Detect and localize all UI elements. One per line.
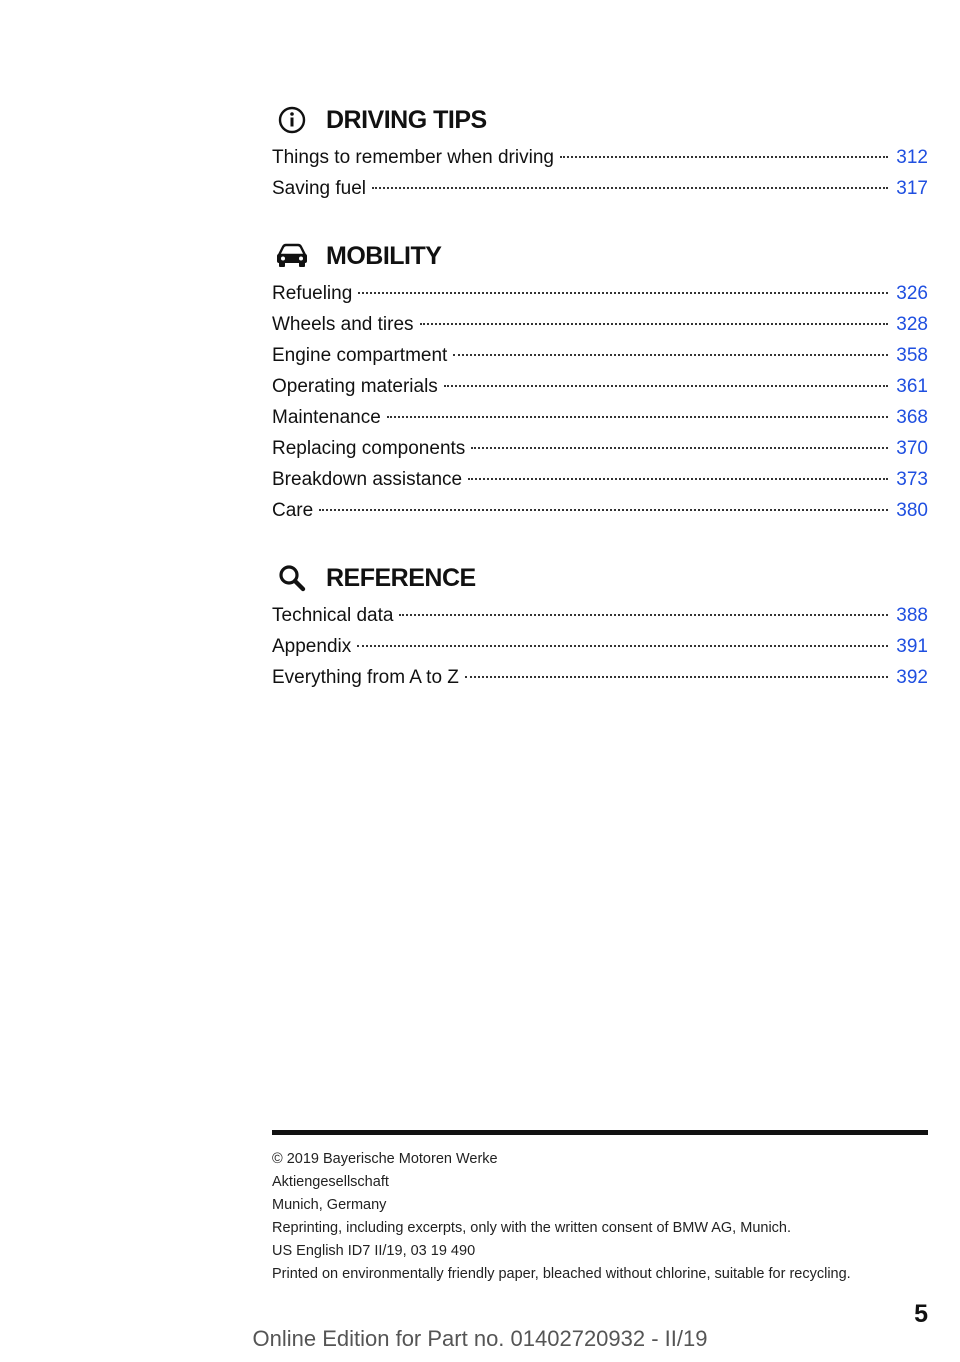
dot-leader	[444, 385, 888, 387]
dot-leader	[420, 323, 888, 325]
table-of-contents	[272, 98, 928, 723]
toc-section-driving-tips	[272, 98, 928, 204]
toc-entry[interactable]	[272, 371, 928, 402]
toc-entry-label: Things to remember when driving	[272, 147, 554, 168]
toc-entry[interactable]	[272, 278, 928, 309]
section-header	[272, 234, 928, 278]
toc-entry-label: Operating materials	[272, 376, 438, 397]
toc-entry-page-link[interactable]: 380	[896, 500, 928, 521]
page-number: 5	[914, 1300, 928, 1328]
toc-entry[interactable]	[272, 600, 928, 631]
dot-leader	[357, 645, 888, 647]
toc-entry-label: Breakdown assistance	[272, 469, 463, 490]
toc-section-reference	[272, 556, 928, 693]
toc-entry-page-link[interactable]: 373	[896, 469, 928, 490]
info-icon	[272, 100, 312, 140]
section-header	[272, 98, 928, 142]
section-title: DRIVING TIPS	[326, 105, 487, 134]
dot-leader	[387, 416, 888, 418]
toc-entry-label: Everything from A to Z	[272, 667, 459, 688]
imprint-line: Aktiengesellschaft	[272, 1174, 389, 1190]
toc-entry[interactable]	[272, 173, 928, 204]
toc-entry-label: Technical data	[272, 605, 394, 626]
toc-entry-page-link[interactable]: 388	[896, 605, 928, 626]
dot-leader	[560, 156, 888, 158]
toc-entry[interactable]	[272, 464, 928, 495]
toc-entry-page-link[interactable]: 358	[896, 345, 928, 366]
toc-entry-label: Replacing components	[272, 438, 466, 459]
imprint-line: © 2019 Bayerische Motoren Werke	[272, 1151, 498, 1167]
toc-entry-page-link[interactable]: 368	[896, 407, 928, 428]
toc-entry-label: Care	[272, 500, 314, 521]
toc-entry-label: Appendix	[272, 636, 352, 657]
toc-entry-label: Saving fuel	[272, 178, 367, 199]
toc-entry-page-link[interactable]: 328	[896, 314, 928, 335]
toc-entry[interactable]	[272, 309, 928, 340]
toc-entry[interactable]	[272, 340, 928, 371]
section-title: MOBILITY	[326, 241, 442, 270]
dot-leader	[453, 354, 888, 356]
divider-rule	[272, 1130, 928, 1135]
dot-leader	[471, 447, 888, 449]
toc-entry[interactable]	[272, 662, 928, 693]
imprint-line: US English ID7 II/19, 03 19 490	[272, 1243, 476, 1259]
imprint-line: Munich, Germany	[272, 1197, 387, 1213]
imprint-line: Reprinting, including excerpts, only with the written consent of BMW AG, Munich.	[272, 1220, 792, 1236]
imprint-line: Printed on environmentally friendly paper, bleached without chlorine, suitable for recycling.	[272, 1266, 851, 1282]
section-header	[272, 556, 928, 600]
magnifier-icon	[272, 558, 312, 598]
section-title: REFERENCE	[326, 563, 476, 592]
toc-entry-page-link[interactable]: 312	[896, 147, 928, 168]
toc-entry-page-link[interactable]: 391	[896, 636, 928, 657]
toc-entry[interactable]	[272, 142, 928, 173]
toc-entry[interactable]	[272, 433, 928, 464]
toc-section-mobility	[272, 234, 928, 526]
edition-footer: Online Edition for Part no. 01402720932 - II/19	[252, 1326, 708, 1351]
toc-entry[interactable]	[272, 495, 928, 526]
dot-leader	[465, 676, 888, 678]
toc-entry-label: Maintenance	[272, 407, 381, 428]
toc-entry-page-link[interactable]: 317	[896, 178, 928, 199]
dot-leader	[319, 509, 888, 511]
toc-entry[interactable]	[272, 402, 928, 433]
toc-entry-label: Engine compartment	[272, 345, 448, 366]
dot-leader	[372, 187, 888, 189]
toc-entry-page-link[interactable]: 392	[896, 667, 928, 688]
dot-leader	[399, 614, 888, 616]
toc-entry-page-link[interactable]: 370	[896, 438, 928, 459]
dot-leader	[468, 478, 888, 480]
imprint	[272, 1148, 952, 1286]
toc-entry-page-link[interactable]: 361	[896, 376, 928, 397]
dot-leader	[358, 292, 888, 294]
toc-entry[interactable]	[272, 631, 928, 662]
toc-entry-label: Refueling	[272, 283, 353, 304]
toc-entry-page-link[interactable]: 326	[896, 283, 928, 304]
toc-entry-label: Wheels and tires	[272, 314, 414, 335]
car-icon	[272, 236, 312, 276]
